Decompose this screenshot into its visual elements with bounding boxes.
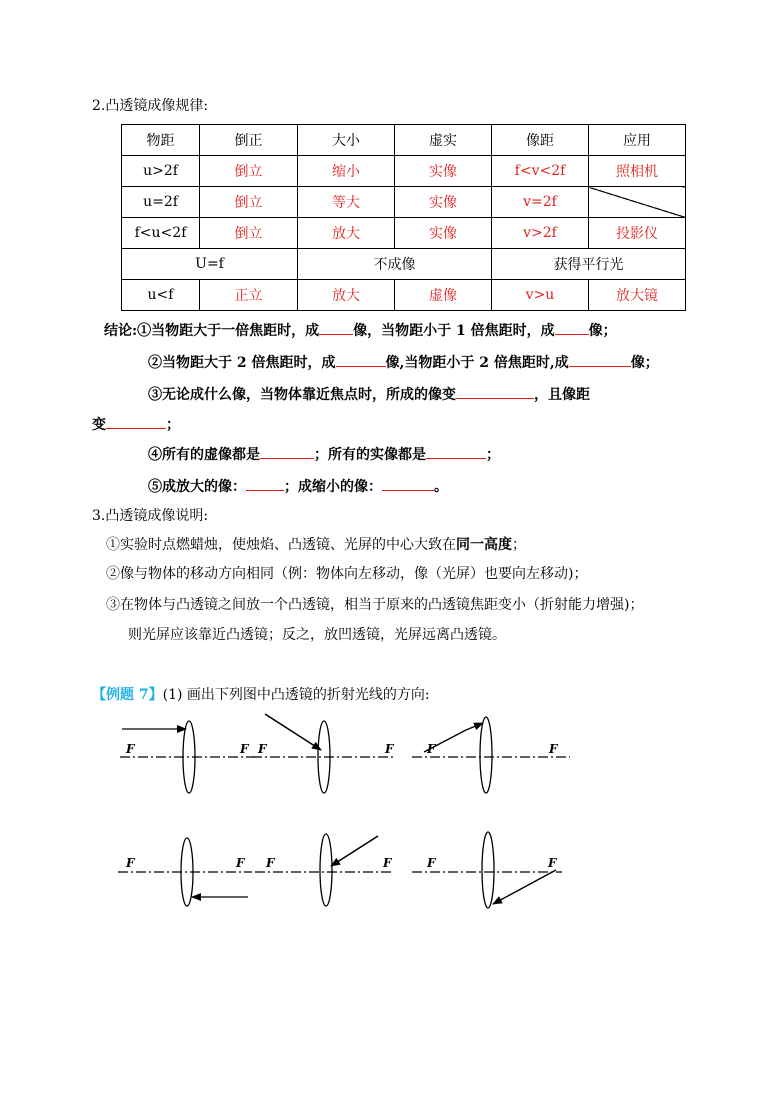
answer-blank[interactable] [426, 443, 486, 459]
cell-image-distance: v>u [492, 280, 589, 311]
cell-size: 放大 [298, 280, 395, 311]
cell-image-distance: f<v<2f [492, 156, 589, 187]
section-3-item-3-cont: 则光屏应该靠近凸透镜；反之，放凹透镜，光屏远离凸透镜。 [128, 627, 506, 643]
conclusion-2-text: 像,当物距小于 2 倍焦距时,成 [385, 355, 569, 371]
cell-object-distance: u>2f [122, 156, 200, 187]
cell-application: 投影仪 [589, 218, 686, 249]
header-image-distance: 像距 [492, 125, 589, 156]
conclusion-line-5 [148, 475, 448, 497]
conclusion-5-text: ；成缩小的像： [284, 479, 382, 495]
diagram-4-parallel-out [118, 838, 252, 906]
section-2-title: 2.凸透镜成像规律: [92, 98, 209, 114]
conclusion-label: 结论: [104, 323, 138, 339]
cell-real-virtual: 实像 [395, 156, 492, 187]
cell-application: 放大镜 [589, 280, 686, 311]
cell-object-distance-focal: U=f [122, 249, 298, 280]
answer-blank[interactable] [106, 413, 166, 429]
focal-label: F [258, 742, 267, 756]
table-row [122, 280, 686, 311]
lens-diagrams [0, 700, 780, 930]
conclusion-3-text: ； [166, 417, 180, 433]
conclusion-4-text: ；所有的实像都是 [314, 447, 426, 463]
example-label: 【例题 7】 [92, 687, 163, 703]
header-real-virtual: 虚实 [395, 125, 492, 156]
conclusion-line-1 [104, 319, 617, 341]
conclusion-2-text: 像； [630, 355, 659, 371]
focal-label: F [548, 856, 557, 870]
focal-label: F [266, 856, 275, 870]
focal-label: F [427, 856, 436, 870]
header-object-distance: 物距 [122, 125, 200, 156]
diagram-5-angled-ray [255, 834, 392, 906]
answer-blank[interactable] [569, 351, 631, 367]
diagram-1-parallel-ray [120, 721, 255, 793]
cell-application-empty [589, 187, 686, 218]
conclusion-1-text: ①当物距大于一倍焦距时，成 [137, 323, 320, 339]
item-1-emphasis: 同一高度 [456, 537, 512, 553]
diagram-3-angled-ray [412, 717, 570, 793]
answer-blank[interactable] [260, 443, 314, 459]
cell-orientation: 正立 [200, 280, 298, 311]
conclusion-line-2 [148, 351, 659, 373]
conclusion-1-text: 像； [588, 323, 617, 339]
conclusion-1-text: 像，当物距小于 1 倍焦距时，成 [353, 323, 555, 339]
conclusion-4-text: ； [486, 447, 500, 463]
cell-size: 等大 [298, 187, 395, 218]
cell-real-virtual: 实像 [395, 187, 492, 218]
item-1-text: ； [512, 537, 526, 553]
answer-blank[interactable] [456, 383, 534, 399]
conclusion-3-text: 变 [92, 417, 106, 433]
table-row [122, 156, 686, 187]
focal-label: F [549, 742, 558, 756]
cell-size: 缩小 [298, 156, 395, 187]
cell-real-virtual: 虚像 [395, 280, 492, 311]
header-application: 应用 [589, 125, 686, 156]
conclusion-3-text: ③无论成什么像，当物体靠近焦点时，所成的像变 [148, 387, 456, 403]
focal-label: F [126, 742, 135, 756]
imaging-rules-table [121, 124, 686, 311]
section-3-item-2: ②像与物体的移动方向相同（例：物体向左移动，像（光屏）也要向左移动)； [106, 566, 588, 582]
conclusion-3-text: ，且像距 [534, 387, 590, 403]
table-row [122, 249, 686, 280]
cell-image-distance: v>2f [492, 218, 589, 249]
section-3-item-3: ③在物体与凸透镜之间放一个凸透镜，相当于原来的凸透镜焦距变小（折射能力增强)； [106, 597, 644, 613]
cell-orientation: 倒立 [200, 218, 298, 249]
conclusion-line-3 [148, 383, 590, 405]
table-row [122, 218, 686, 249]
header-orientation: 倒正 [200, 125, 298, 156]
focal-label: F [126, 856, 135, 870]
focal-label: F [236, 856, 245, 870]
answer-blank[interactable] [382, 475, 434, 491]
cell-object-distance: f<u<2f [122, 218, 200, 249]
answer-blank[interactable] [246, 475, 284, 491]
cell-no-image: 不成像 [298, 249, 492, 280]
answer-blank[interactable] [555, 319, 589, 335]
cell-orientation: 倒立 [200, 156, 298, 187]
focal-label: F [383, 856, 392, 870]
table-row [122, 187, 686, 218]
conclusion-line-3-cont [92, 413, 180, 435]
answer-blank[interactable] [319, 319, 353, 335]
cell-object-distance: u=2f [122, 187, 200, 218]
cell-size: 放大 [298, 218, 395, 249]
diagram-6-angled-ray [412, 832, 562, 908]
cell-object-distance: u<f [122, 280, 200, 311]
example-text: (1) 画出下列图中凸透镜的折射光线的方向: [162, 687, 430, 703]
cell-application: 照相机 [589, 156, 686, 187]
conclusion-2-text: ②当物距大于 2 倍焦距时，成 [148, 355, 336, 371]
answer-blank[interactable] [336, 351, 386, 367]
cell-parallel-light: 获得平行光 [492, 249, 686, 280]
focal-label: F [385, 742, 394, 756]
conclusion-4-text: ④所有的虚像都是 [148, 447, 260, 463]
conclusion-5-text: ⑤成放大的像： [148, 479, 246, 495]
section-3-item-1 [106, 535, 526, 555]
cell-real-virtual: 实像 [395, 218, 492, 249]
header-size: 大小 [298, 125, 395, 156]
section-3-title: 3.凸透镜成像说明: [92, 508, 209, 524]
item-1-text: ①实验时点燃蜡烛，使烛焰、凸透镜、光屏的中心大致在 [106, 537, 456, 553]
table-header-row [122, 125, 686, 156]
conclusion-line-4 [148, 443, 500, 465]
cell-orientation: 倒立 [200, 187, 298, 218]
diagram-2-focal-ray [252, 714, 395, 793]
focal-label: F [240, 742, 249, 756]
cell-image-distance: v=2f [492, 187, 589, 218]
conclusion-5-text: 。 [434, 479, 448, 495]
focal-label: F [427, 742, 436, 756]
